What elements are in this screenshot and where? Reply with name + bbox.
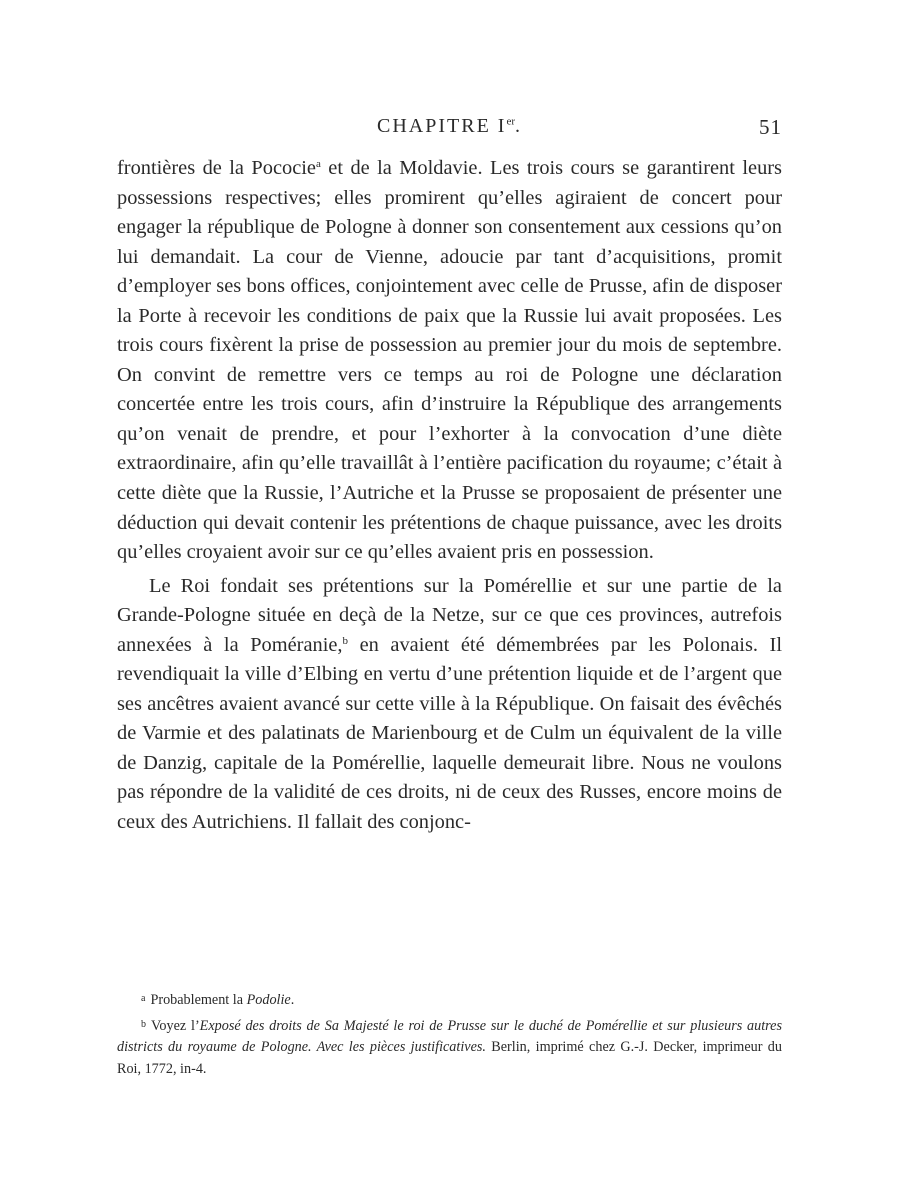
footnote-b — [117, 1014, 782, 1081]
paragraph-2 — [117, 572, 782, 838]
chapter-title-text: CHAPITRE I — [377, 115, 507, 137]
paragraph-1-text-start: frontières de la Pococie — [117, 157, 316, 179]
footnote-reference-b[interactable]: b — [342, 634, 349, 647]
footnote-b-italic-title: Exposé des droits de Sa Majesté le roi de Prusse sur le duché de Pomérellie et sur plusieurs autres districts du royaume de Pologne. Avec les pièces justificatives. — [117, 1017, 782, 1055]
chapter-title-period: . — [515, 115, 522, 137]
footnote-a-text: Probablement la — [150, 992, 247, 1008]
footnote-reference-a[interactable]: a — [315, 158, 321, 170]
footnote-a — [117, 988, 782, 1012]
chapter-title — [117, 115, 782, 138]
footnote-b-end: Berlin, imprimé chez G.-J. Decker, imprimeur du Roi, 1772, in-4. — [117, 1039, 782, 1077]
footnote-a-end: . — [290, 992, 295, 1008]
paragraph-1-text-rest: et de la Moldavie. Les trois cours se garantirent leurs possessions respectives; elles promirent qu’elles agiraient de concert pour engager la république de Pologne à donner son consentement aux cessions qu’on lui demandait. La cour de Vienne, adoucie par tant d’acquisitions, promit d’employer ses bons offices, conjointement avec celle de Prusse, afin de disposer la Porte à recevoir les conditions de paix que la Russie lui avait proposées. Les trois cours fixèrent la prise de possession au premier jour du mois de septembre. On convint de remettre vers ce temps au roi de Pologne une déclaration concertée entre les trois cours, afin d’instruire la République des arrangements qu’on venait de prendre, et pour l’exhorter à la convocation d’une diète extraordinaire, afin qu’elle travaillât à l’entière pacification du royaume; c’était à cette diète que la Russie, l’Autriche et la Prusse se proposaient de présenter une déduction qui devait contenir les prétentions de chaque puissance, avec les droits qu’elles croyaient avoir sur ce qu’elles avaient pris en possession. — [117, 157, 782, 564]
chapter-title-superscript: er — [506, 115, 515, 128]
footnote-b-text: Voyez l’ — [151, 1017, 200, 1034]
paragraph-2-text-rest: en avaient été démembrées par les Polonais. Il revendiquait la ville d’Elbing en vertu d’une prétention liquide et de l’argent que ses ancêtres avaient avancé sur cette ville à la République. On faisait des évêchés de Varmie et des palatinats de Marienbourg et de Culm un équivalent de la ville de Danzig, capitale de la Pomérellie, laquelle demeurait libre. Nous ne voulons pas répondre de la validité de ces droits, ni de ceux des Russes, encore moins de ceux des Autrichiens. Il fallait des conjonc- — [117, 633, 783, 834]
footnote-a-italic: Podolie — [246, 992, 291, 1008]
footnote-b-mark: b — [141, 1018, 146, 1030]
running-header — [117, 115, 782, 145]
page-number: 51 — [759, 115, 782, 139]
footnotes — [117, 988, 782, 1080]
body-text — [117, 154, 782, 838]
paragraph-2-text-start: Le Roi fondait ses prétentions sur la Pomérellie et sur une partie de la Grande-Pologne située en deçà de la Netze, sur ce que ces provinces, autrefois annexées à la Poméranie, — [117, 574, 782, 656]
paragraph-1 — [117, 154, 782, 568]
footnote-a-mark: a — [141, 993, 146, 1004]
